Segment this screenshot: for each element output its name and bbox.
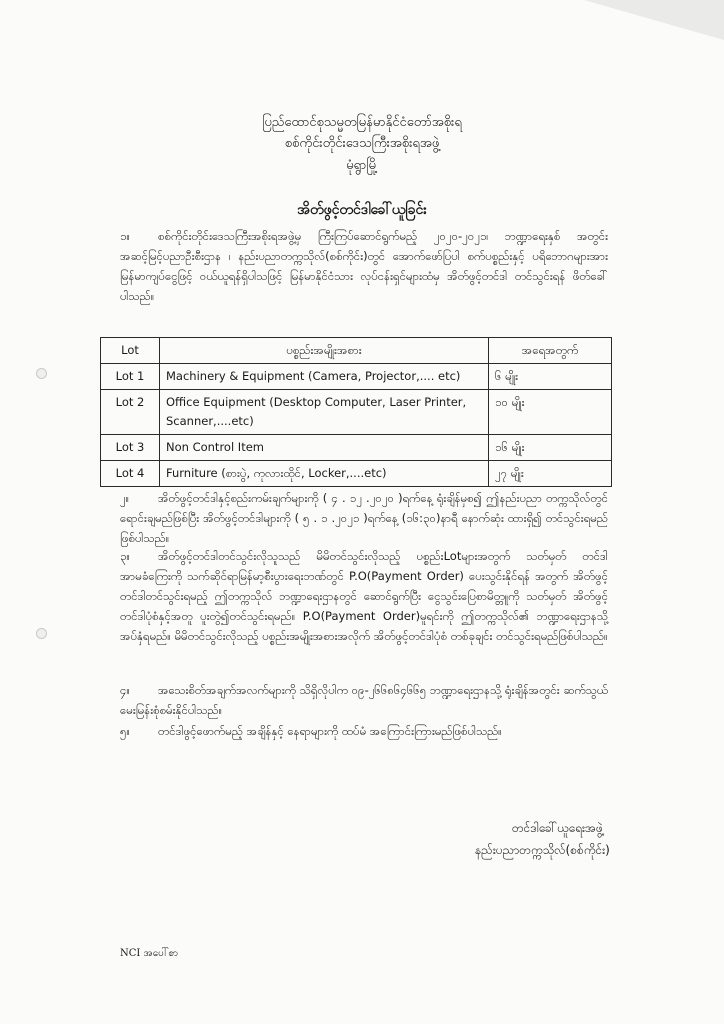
signature-committee: တင်ဒါခေါ်ယူရေးအဖွဲ့ [512, 821, 603, 835]
paragraph-text: တင်ဒါဖွင့်ဖောက်မည့် အချိန်နှင့် နေရာများကို ထပ်မံ အကြောင်းကြားမည်ဖြစ်ပါသည်။ [158, 724, 502, 738]
punch-hole [36, 368, 47, 379]
footer-reference: NCI အပေါ်စာ [120, 948, 179, 959]
header-item-type: ပစ္စည်းအမျိုးအစား [160, 338, 489, 364]
table-row [101, 390, 612, 435]
paragraph-1 [120, 226, 608, 306]
cell-item: Office Equipment (Desktop Computer, Laser Printer, Scanner,....etc) [160, 390, 489, 435]
header-lot: Lot [101, 338, 160, 364]
cell-item: Machinery & Equipment (Camera, Projector,.... etc) [160, 364, 489, 390]
cell-lot: Lot 3 [101, 435, 160, 461]
cell-lot: Lot 1 [101, 364, 160, 390]
header-government: ပြည်ထောင်စုသမ္မတမြန်မာနိုင်ငံတော်အစိုးရ [262, 115, 462, 130]
cell-quantity: ၆ မျိုး [489, 364, 612, 390]
header-city: မုံရွာမြို့ [346, 158, 378, 173]
cell-item: Furniture (စားပွဲ, ကုလားထိုင်, Locker,....etc) [160, 461, 489, 487]
table-row [101, 461, 612, 487]
paragraph-text: အသေးစိတ်အချက်အလက်များကို သိရှိလိုပါက ၀၉-၂၆၆၈၆၄၆၆၅ ဘဏ္ဍာရေးဌာနသို့ ရုံးချိန်အတွင်း ဆက်သွယ်မေးမြန်းစုံစမ်းနိုင်ပါသည်။ [120, 683, 609, 717]
table-header-row [101, 338, 612, 364]
cell-quantity: ၁၆ မျိုး [489, 435, 612, 461]
cell-lot: Lot 2 [101, 390, 160, 435]
signature-university: နည်းပညာတက္ကသိုလ်(စစ်ကိုင်း) [475, 843, 610, 857]
paragraph-3 [120, 546, 608, 646]
paragraph-number: ၁။ [120, 229, 130, 243]
notice-title: အိတ်ဖွင့်တင်ဒါခေါ်ယူခြင်း [297, 202, 427, 218]
paragraph-text: စစ်ကိုင်းတိုင်းဒေသကြီးအစိုးရအဖွဲ့မှ ကြီးကြပ်ဆောင်ရွက်မည့် ၂၀၂၀-၂၀၂၁၊ ဘဏ္ဍာရေးနှစ် အတွင်း အဆင့်မြင့်ပညာဦးစီးဌာန ၊ နည်းပညာတက္ကသိုလ်(စစ်ကိုင်း)တွင် အောက်ဖော်ပြပါ စက်ပစ္စည်းနှင့် ပရိဘောဂများအား မြန်မာကျပ်ငွေဖြင့် ဝယ်ယူရန်ရှိပါသဖြင့် မြန်မာနိုင်ငံသား လုပ်ငန်းရှင်များထံမှ အိတ်ဖွင့်တင်ဒါ တင်သွင်းရန် ဖိတ်ခေါ် ပါသည်။ [120, 229, 608, 303]
paragraph-number: ၃။ [120, 549, 130, 563]
cell-quantity: ၁၀ မျိုး [489, 390, 612, 435]
paragraph-number: ၅။ [120, 724, 130, 738]
punch-hole [36, 628, 47, 639]
paragraph-text: အိတ်ဖွင့်တင်ဒါတင်သွင်းလိုသူသည် မိမိတင်သွင်းလိုသည့် ပစ္စည်းLotများအတွက် သတ်မှတ် တင်ဒါအာမခံကြေးကို သက်ဆိုင်ရာမြန်မာ့စီးပွားရေးဘဏ်တွင် P.O(Payment Order) ပေးသွင်းနိုင်ရန် အတွက် အိတ်ဖွင့် တင်ဒါတင်သွင်းရမည့် ဤတက္ကသိုလ် ဘဏ္ဍာရေးဌာနတွင် ဆောင်ရွက်ပြီး ငွေသွင်းပြေစာမိတ္တူကို သတ်မှတ် အိတ်ဖွင့် တင်ဒါပုံစံနှင့်အတူ ပူးတွဲ၍တင်သွင်းရမည်။ P.O(Payment Order)မူရင်းကို ဤတက္ကသိုလ်၏ ဘဏ္ဍာရေးဌာနသို့ အပ်နှံရမည်။ မိမိတင်သွင်းလိုသည့် ပစ္စည်းအမျိုးအစားအလိုက် အိတ်ဖွင့်တင်ဒါပုံစံ တစ်ခုချင်း တင်သွင်းရမည်ဖြစ်ပါသည်။ [120, 549, 608, 643]
header-quantity: အရေအတွက် [489, 338, 612, 364]
cell-quantity: ၂၇ မျိုး [489, 461, 612, 487]
page-corner-fold [584, 0, 724, 40]
header-region: စစ်ကိုင်းတိုင်းဒေသကြီးအစိုးရအဖွဲ့ [284, 136, 440, 151]
paragraph-5 [120, 721, 608, 741]
cell-lot: Lot 4 [101, 461, 160, 487]
cell-item: Non Control Item [160, 435, 489, 461]
paragraph-number: ၄။ [120, 683, 130, 697]
paragraph-2 [120, 488, 608, 548]
table-row [101, 435, 612, 461]
paragraph-text: အိတ်ဖွင့်တင်ဒါနှင့်စည်းကမ်းချက်များကို ( ၄ . ၁၂ .၂၀၂၀ )ရက်နေ့ ရုံးချိန်မှစ၍ ဤနည်းပညာ တက္ကသိုလ်တွင် ရောင်းချမည်ဖြစ်ပြီး အိတ်ဖွင့်တင်ဒါများကို ( ၅ . ၁ .၂၀၂၁ )ရက်နေ့ (၁၆:၃၀)နာရီ နောက်ဆုံး ထားရှိ၍ တင်သွင်းရမည်ဖြစ်ပါသည်။ [120, 491, 608, 545]
table-row [101, 364, 612, 390]
lot-table [100, 337, 612, 487]
paragraph-number: ၂။ [120, 491, 130, 505]
paragraph-4 [120, 680, 608, 720]
